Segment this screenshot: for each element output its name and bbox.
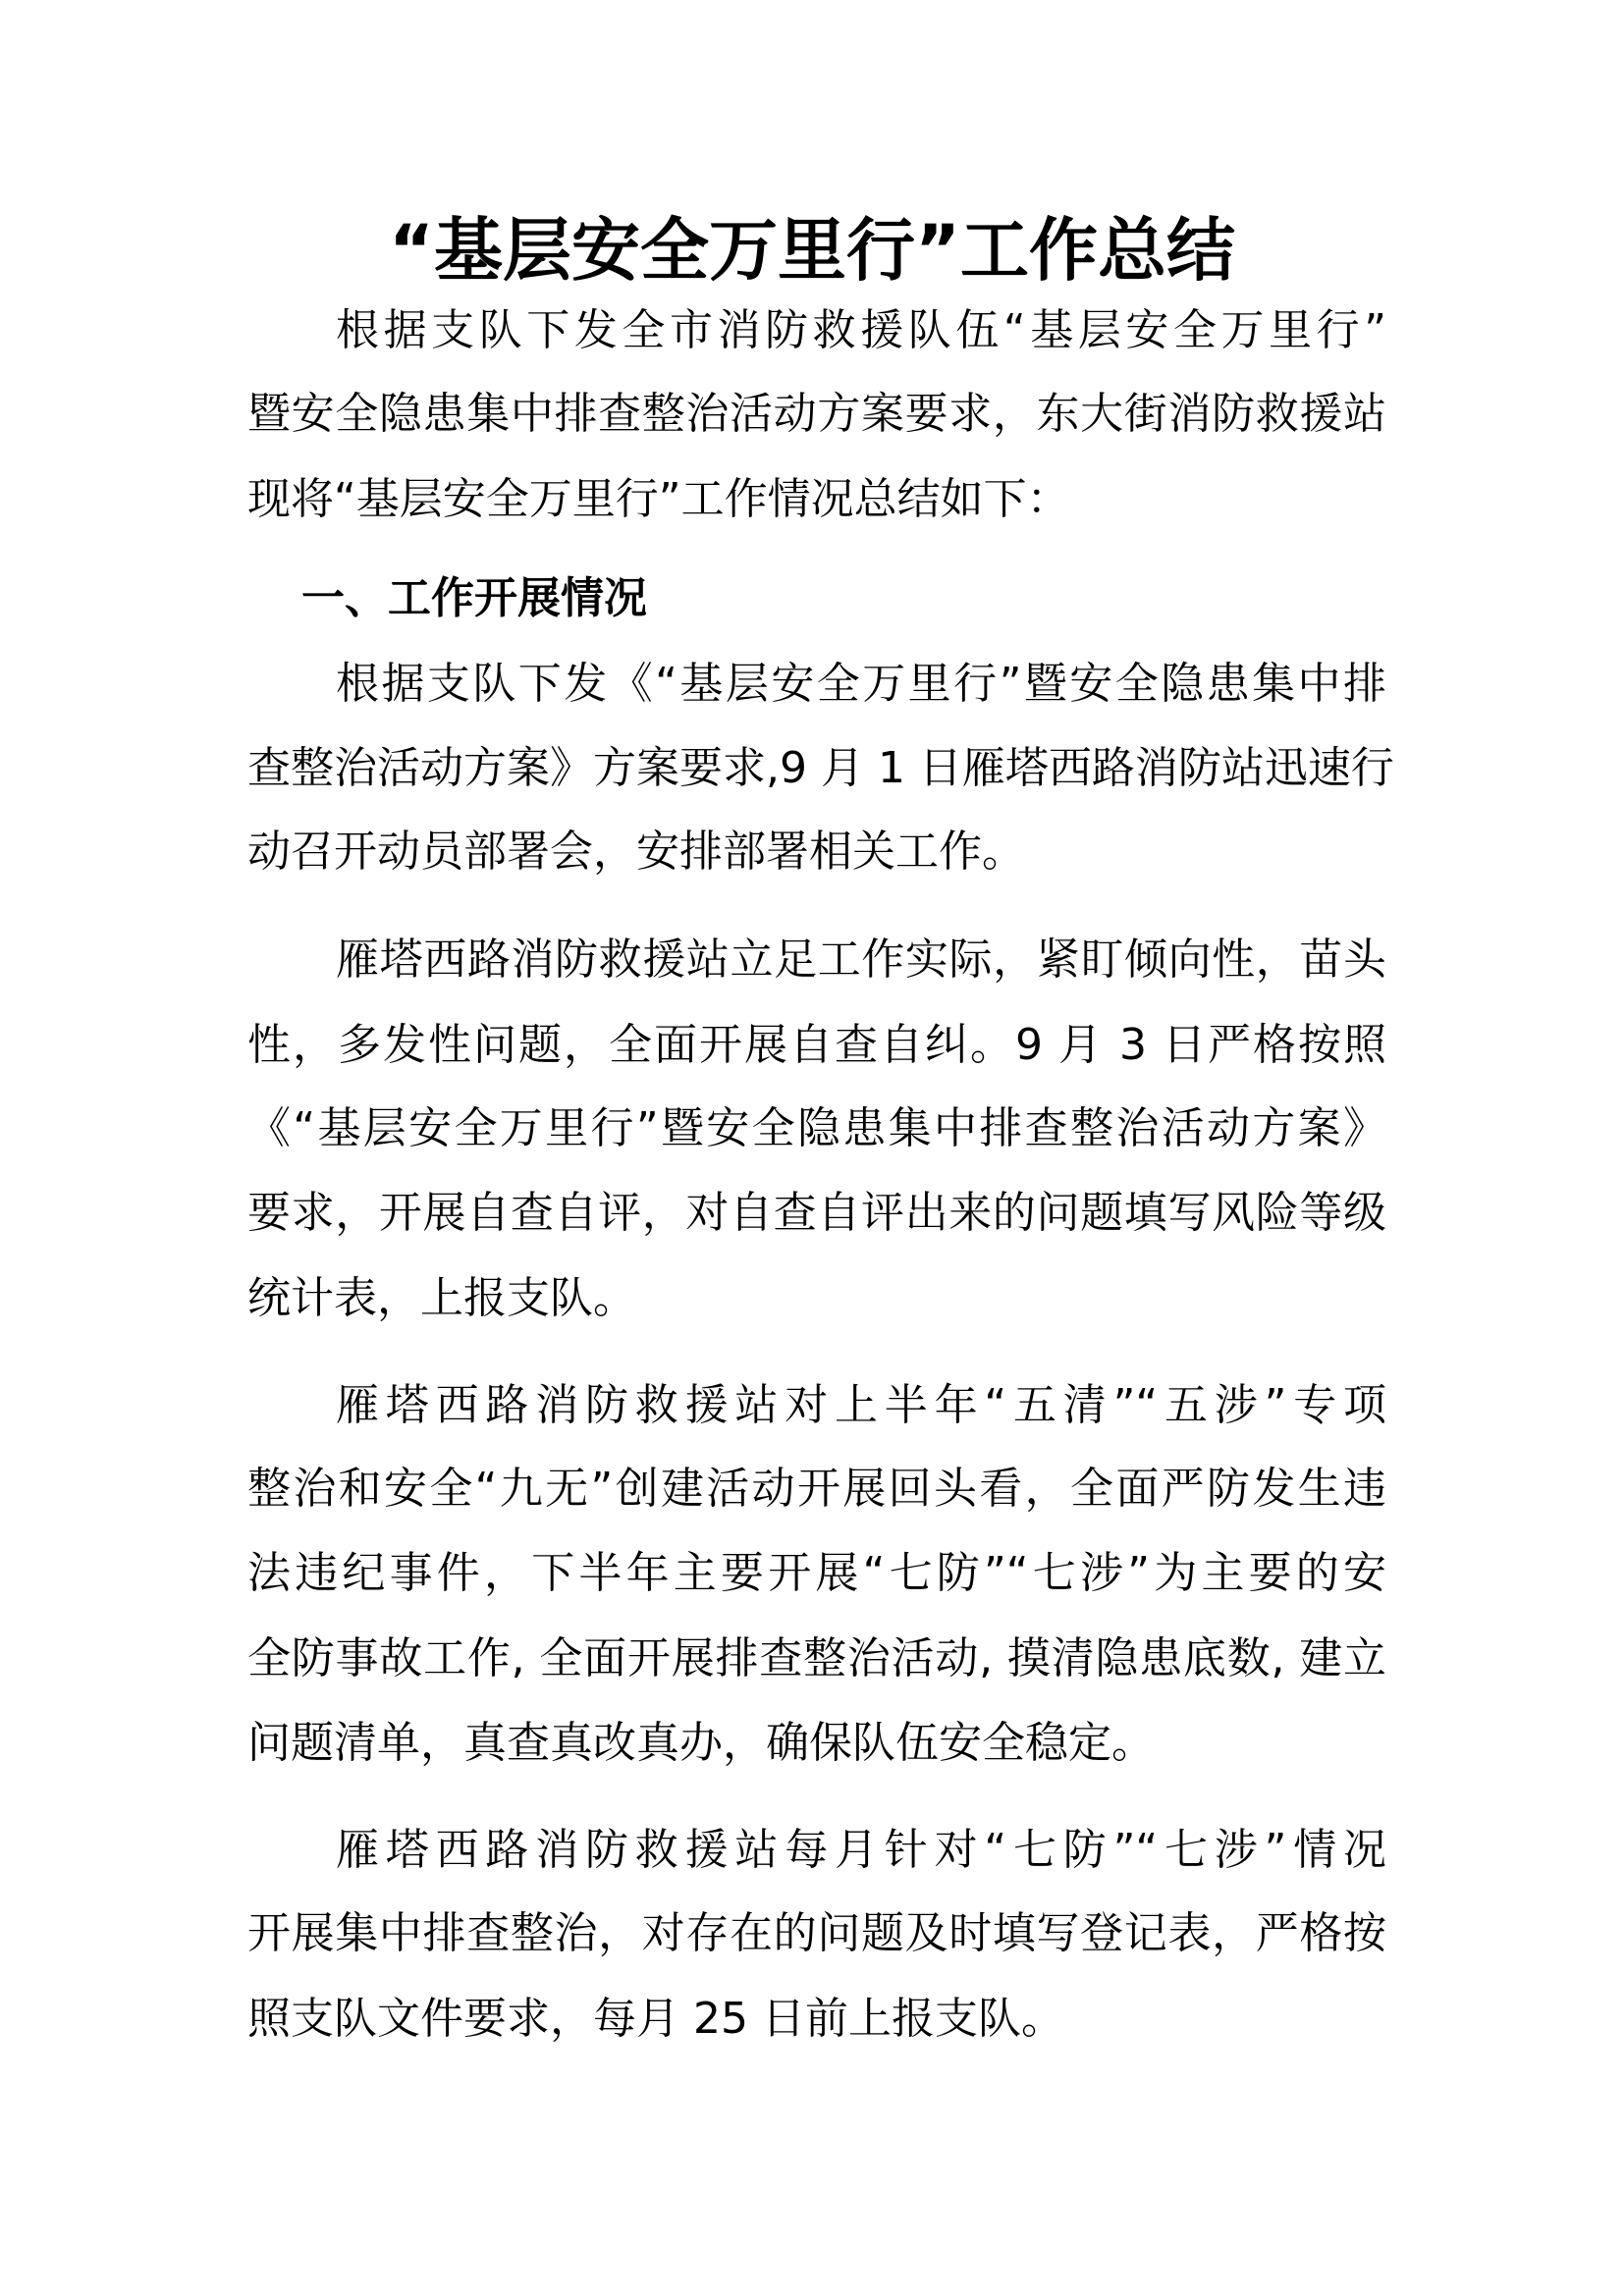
p4-line-3: 照支队文件要求，每月 25 日前上报支队。 xyxy=(247,1994,1064,2044)
document-title: “基层安全万里行”工作总结 xyxy=(388,210,1235,291)
intro-line-2: 暨安全隐患集中排查整治活动方案要求，东大街消防救援站 xyxy=(247,389,1386,439)
section-heading: 一、工作开展情况 xyxy=(301,573,647,623)
p1-line-2: 查整治活动方案》方案要求,9 月 1 日雁塔西路消防站迅速行 xyxy=(247,743,1394,793)
p4-line-2: 开展集中排查整治，对存在的问题及时填写登记表，严格按 xyxy=(247,1908,1386,1958)
p2-line-4: 要求，开展自查自评，对自查自评出来的问题填写风险等级 xyxy=(247,1188,1386,1238)
p3-line-4: 全防事故工作, 全面开展排查整治活动, 摸清隐患底数, 建立 xyxy=(247,1633,1386,1683)
p3-line-1: 雁塔西路消防救援站对上半年“五清”“五涉”专项 xyxy=(336,1380,1386,1430)
intro-line-1: 根据支队下发全市消防救援队伍“基层安全万里行” xyxy=(336,305,1386,355)
p2-line-3: 《“基层安全万里行”暨安全隐患集中排查整治活动方案》 xyxy=(247,1103,1386,1153)
intro-line-3: 现将“基层安全万里行”工作情况总结如下： xyxy=(247,474,1070,524)
p1-line-1: 根据支队下发《“基层安全万里行”暨安全隐患集中排 xyxy=(336,659,1386,709)
p1-line-3: 动召开动员部署会，安排部署相关工作。 xyxy=(247,827,1025,877)
p3-line-2: 整治和安全“九无”创建活动开展回头看，全面严防发生违 xyxy=(247,1464,1386,1514)
p2-line-1: 雁塔西路消防救援站立足工作实际，紧盯倾向性，苗头 xyxy=(336,934,1386,985)
p4-line-1: 雁塔西路消防救援站每月针对“七防”“七涉”情况 xyxy=(336,1825,1386,1875)
p3-line-5: 问题清单，真查真改真办，确保队伍安全稳定。 xyxy=(247,1718,1155,1768)
p2-line-2: 性，多发性问题，全面开展自查自纠。9 月 3 日严格按照 xyxy=(247,1020,1386,1070)
p2-line-5: 统计表，上报支队。 xyxy=(247,1273,636,1323)
p3-line-3: 法违纪事件，下半年主要开展“七防”“七涉”为主要的安 xyxy=(247,1548,1386,1598)
